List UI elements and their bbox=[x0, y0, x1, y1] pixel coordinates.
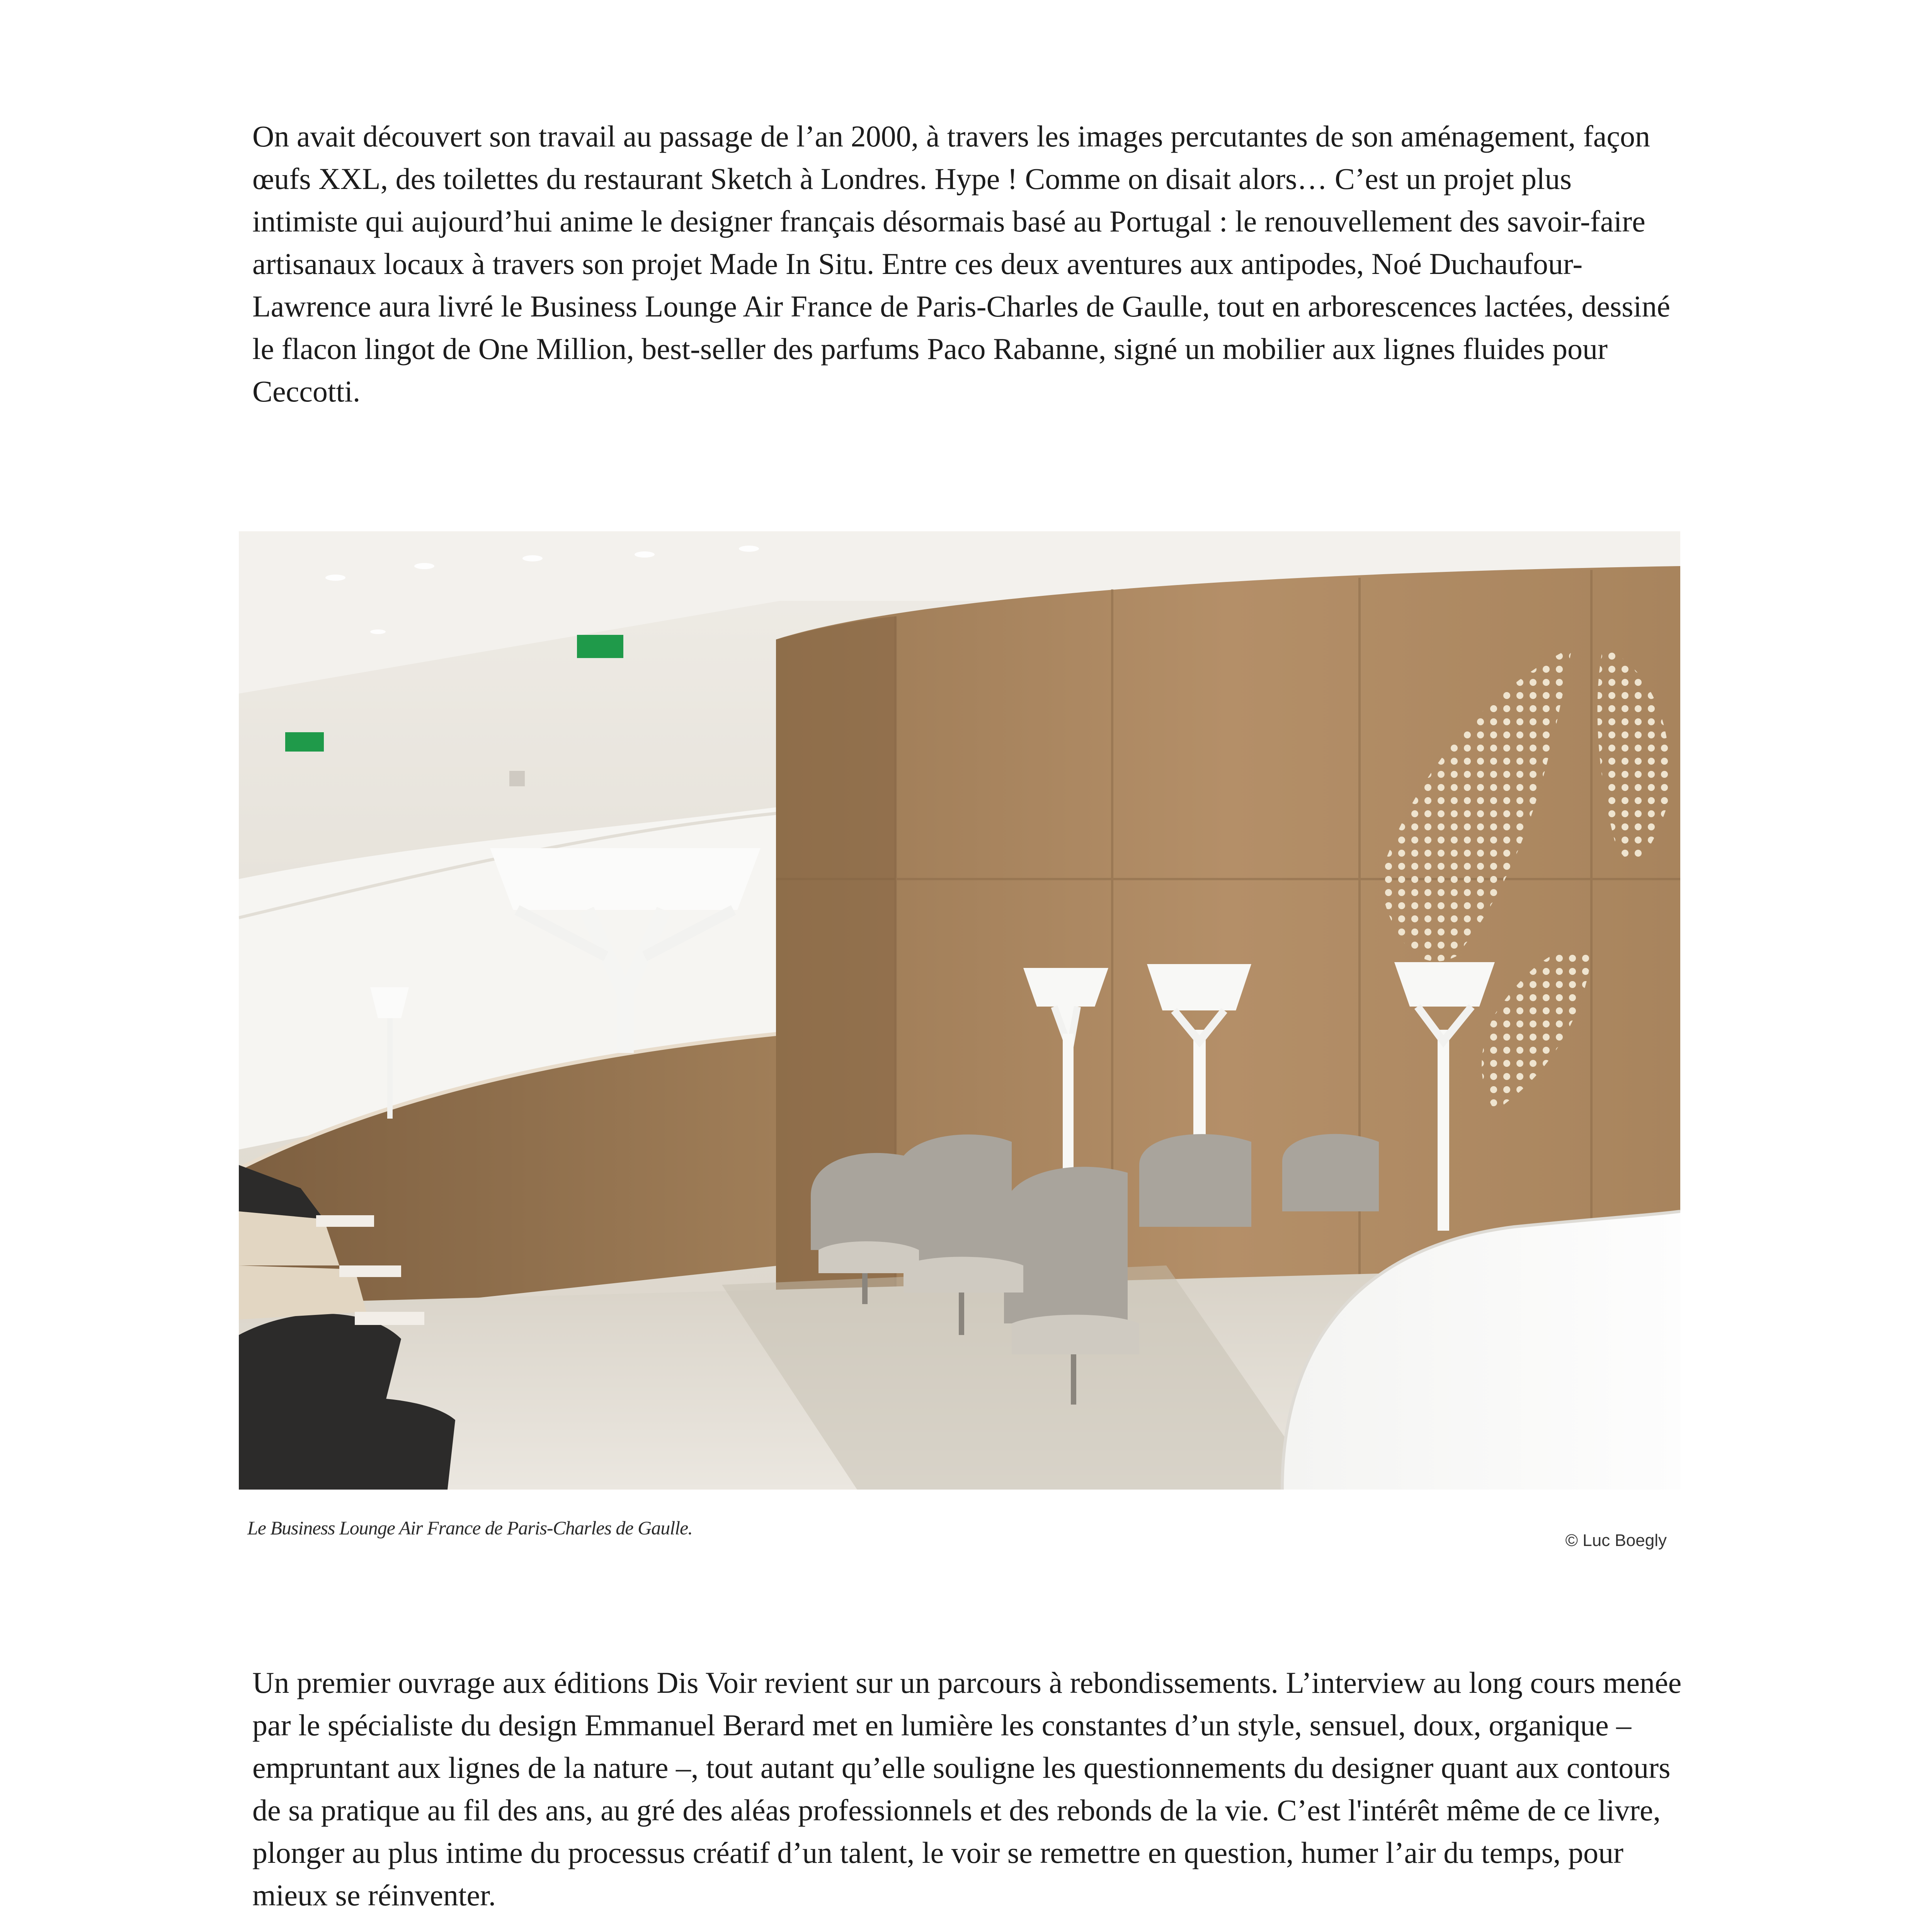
lounge-photo bbox=[239, 531, 1680, 1490]
photo-credit: © Luc Boegly bbox=[1565, 1531, 1667, 1550]
article-paragraph-intro: On avait découvert son travail au passage de l’an 2000, à travers les images percutantes de son aménagement, façon œufs XXL, des toilettes du restaurant Sketch à Londres. Hype ! Comme on disait alors… C’est un projet plus intimiste qui aujourd’hui anime le designer français désormais basé au Portugal : le renouvellement des savoir-faire artisanaux locaux à travers son projet Made In Situ. Entre ces deux aventures aux antipodes, Noé Duchaufour-Lawrence aura livré le Business Lounge Air France de Paris-Charles de Gaulle, tout en arborescences lactées, dessiné le flacon lingot de One Million, best-seller des parfums Paco Rabanne, signé un mobilier aux lignes fluides pour Ceccotti. bbox=[252, 119, 1670, 408]
photo-caption: Le Business Lounge Air France de Paris-Charles de Gaulle. bbox=[247, 1517, 693, 1539]
article-paragraph-book: Un premier ouvrage aux éditions Dis Voir revient sur un parcours à rebondissements. L’interview au long cours menée par le spécialiste du design Emmanuel Berard met en lumière les constantes d’un style, sensuel, doux, organique – empruntant aux lignes de la nature –, tout autant qu’elle souligne les questionnements du designer quant aux contours de sa pratique au fil des ans, au gré des aléas professionnels et des rebonds de la vie. C’est l'intérêt même de ce livre, plonger au plus intime du processus créatif d’un talent, le voir se remettre en question, humer l’air du temps, pour mieux se réinventer. bbox=[252, 1666, 1682, 1912]
